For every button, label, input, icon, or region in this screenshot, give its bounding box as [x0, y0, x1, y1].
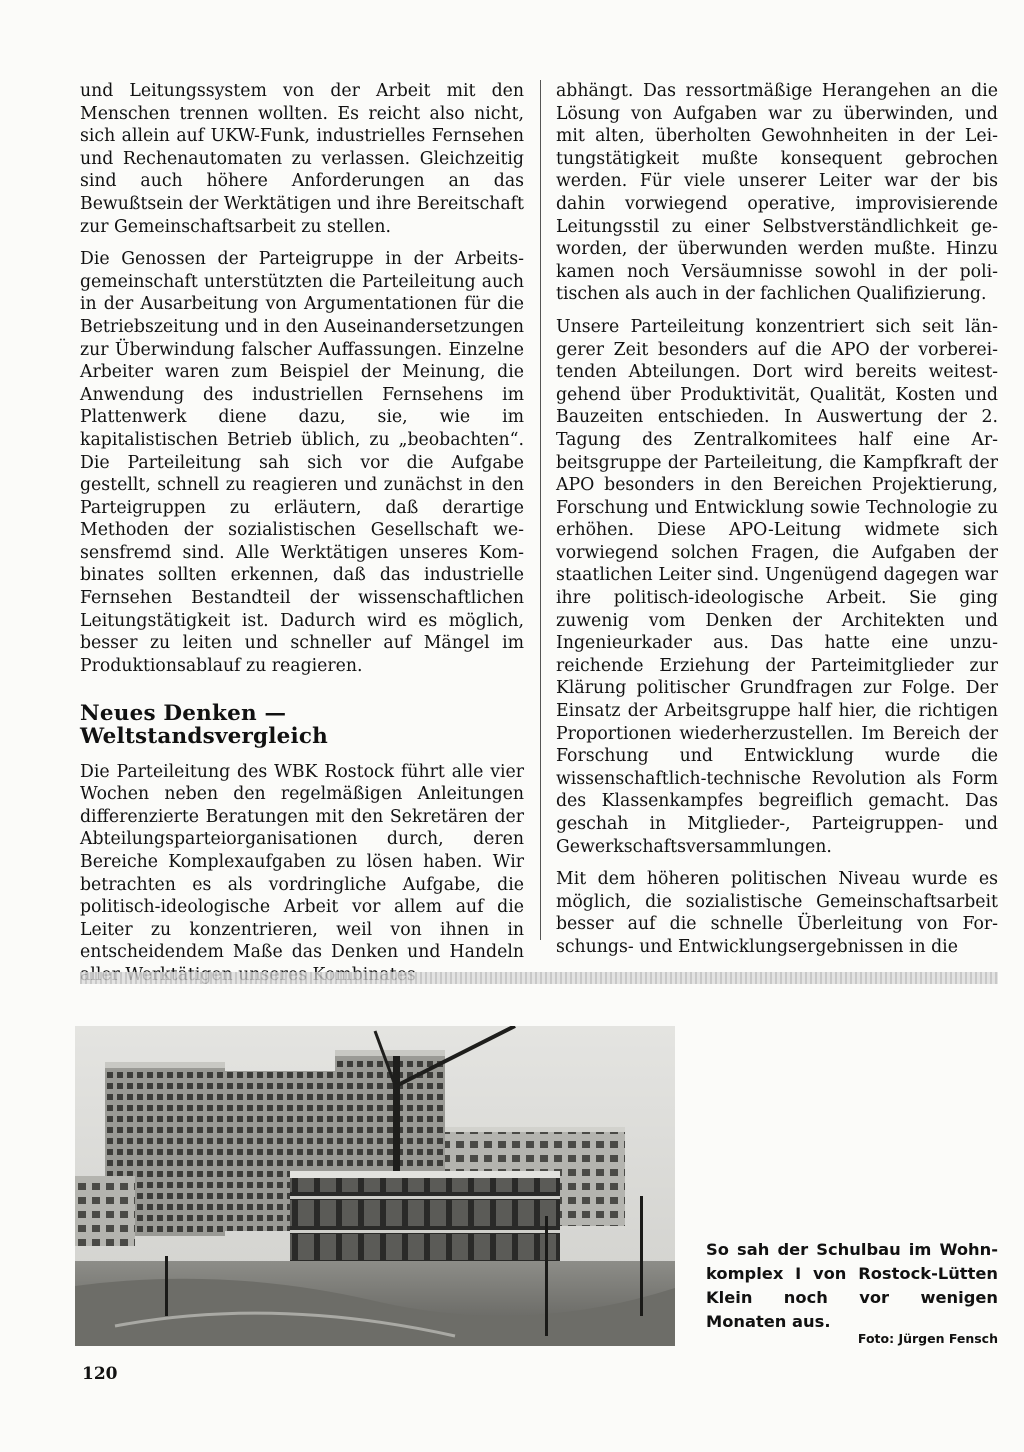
- left-paragraph-3: Die Parteileitung des WBK Rostock führt alle vier Wochen neben den regelmäßigen Anleitungen differenzierte Beratungen mit den Sekretären der Abteilungsparteiorganisationen durch, deren Bereiche Komplexaufgaben zu lösen haben. Wir betrachten es als vordringliche Aufgabe, die politisch-ideologische Arbeit vor allem auf die Leiter zu konzentrieren, weil von ihnen in entscheidendem Maße das Denken und Handeln: [80, 761, 524, 963]
- page-number: 120: [82, 1364, 118, 1384]
- construction-photo: [75, 1026, 675, 1346]
- right-paragraph-3: Mit dem höheren politischen Niveau wurde es möglich, die sozialistische Gemeinschaftsarbeit besser auf die schnelle Überleitung von Forschungs- und Entwicklungsergebnissen in die: [556, 869, 998, 957]
- right-paragraph-1: abhängt. Das ressortmäßige Herangehen an die Lösung von Aufgaben war zu überwinden, und mit alten, überholten Gewohnheiten in der Leitungstätigkeit mußte konsequent gebrochen werden. Für viele unserer Leiter war der bis dahin vorwiegend operative, improvisierende Leitungsstil zu einer Selbstverständlichkeit geworden, der überwunden werden mußte. Hinzu kamen noch Versäumnisse sowohl in der politischen als auch in der fachlichen Qualifizierung.: [556, 81, 998, 305]
- separator-band: [80, 972, 998, 984]
- photo-caption: So sah der Schulbau im Wohnkomplex I von Rostock-Lütten Klein noch vor wenigen Monaten aus.: [706, 1240, 998, 1331]
- left-column: [80, 80, 524, 997]
- right-column: [556, 80, 998, 969]
- photo-credit: Foto: Jürgen Fensch: [857, 1331, 998, 1346]
- left-paragraph-1: und Leitungssystem von der Arbeit mit den Menschen trennen wollten. Es reicht also nicht, sich allein auf UKW-Funk, industrielles Fernsehen und Rechenautomaten zu verlassen. Gleichzeitig sind auch höhere Anforderungen an das Bewußtsein der Werktätigen und ihre Bereitschaft zur Gemeinschaftsarbeit zu stellen.: [80, 81, 524, 237]
- left-paragraph-2: Die Genossen der Parteigruppe in der Arbeitsgemeinschaft unterstützten die Parteileitung auch in der Ausarbeitung von Argumentationen für die Betriebszeitung und in den Auseinandersetzungen zur Überwindung falscher Auffassungen. Einzelne Arbeiter waren zum Beispiel der Meinung, die Anwendung des industriellen Fernsehens im Plattenwerk diene dazu, sie, wie im kapitalistischen Betrieb üblich, zu „beobachten“. Die Parteileitung sah sich vor die Aufgabe gestellt, schnell zu reagieren und zunächst in den Parteigruppen zu erläutern, daß derartige Methoden der sozialistischen Gesellschaft wesensfremd sind. Alle Werktätigen unseres Kombinates sollten erkennen, daß das industrielle Fernsehen Bestandteil der wissenschaftlichen Leitungstätigkeit ist. Dadurch wird es möglich, besser zu leiten und schneller auf Mängel im Produktionsablauf zu reagieren.: [80, 249, 524, 676]
- column-divider: [540, 80, 541, 940]
- right-paragraph-2: Unsere Parteileitung konzentriert sich seit längerer Zeit besonders auf die APO der vorbereitenden Abteilungen. Dort wird bereits weitestgehend über Produktivität, Qualität, Kosten und Bauzeiten entschieden. In Auswertung der 2. Tagung des Zentralkomitees half eine Arbeitsgruppe der Parteileitung, die Kampfkraft der APO besonders in den Bereichen Projektierung, Forschung und Entwicklung sowie Technologie zu erhöhen. Diese APO-Leitung widmete sich vorwiegend solchen Fragen, die Aufgaben der staatlichen Leiter sind. Ungenügend dagegen war ihre politisch-ideologische Arbeit. Sie ging zuwenig vom Denken der Architekten und Ingenieurkader aus. Das hatte eine unzureichende Erziehung der Parteimitglieder zur Klärung politischer Grundfragen zur Folge. Der Einsatz der Arbeitsgruppe half hier, die richtigen Proportionen wiederherzustellen. Im Bereich der Forschung und Entwicklung wurde die wissenschaftlich-technische Revolution als Form des Klassenkampfes begreiflich gemacht. Das geschah in Mitglieder-, Parteigruppen- und Gewerkschaftsversammlungen.: [556, 316, 998, 857]
- section-heading: Neues Denken — Weltstandsvergleich: [80, 701, 328, 750]
